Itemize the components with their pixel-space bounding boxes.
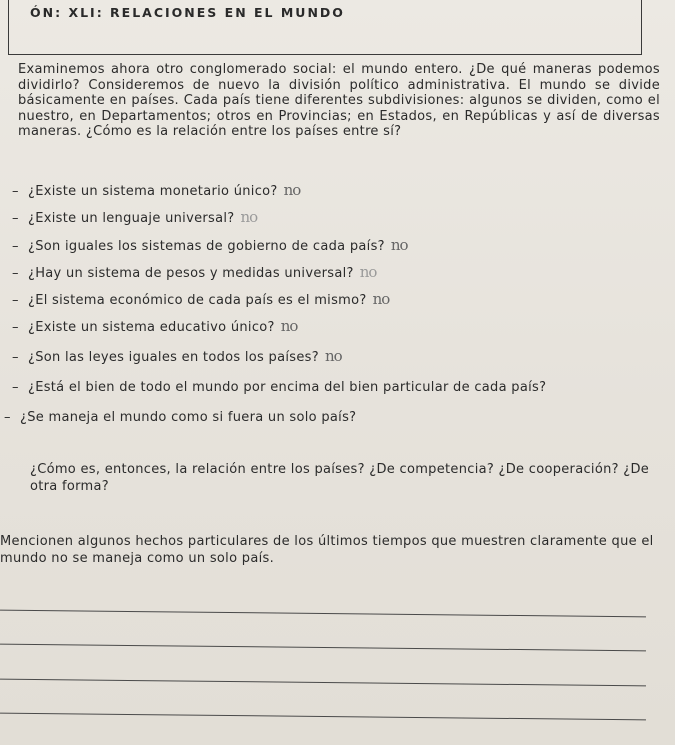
question-text: ¿Está el bien de todo el mundo por encima del bien particular de cada país? <box>28 380 547 395</box>
handwritten-answer: no <box>390 236 408 254</box>
handwritten-answer: no <box>283 181 301 199</box>
question-text: ¿Hay un sistema de pesos y medidas universal? <box>28 266 354 281</box>
question-5: – ¿El sistema económico de cada país es el mismo? no <box>12 290 390 308</box>
question-text: ¿Son las leyes iguales en todos los países? <box>28 350 319 365</box>
intro-paragraph: Examinemos ahora otro conglomerado social: el mundo entero. ¿De qué maneras podemos dividirlo? Consideremos de nuevo la división político administrativa. El mundo se divide básicamente en países. Cada país tiene diferentes subdivisiones: algunos se dividen, como el nuestro, en Departamentos; otros en Provincias; en Estados, en Repúblicas y así de diversas maneras. ¿Cómo es la relación entre los países entre sí? <box>18 62 660 140</box>
question-9: – ¿Se maneja el mundo como si fuera un solo país? <box>4 410 357 425</box>
answer-line-1[interactable] <box>0 610 646 618</box>
answer-line-4[interactable] <box>0 713 646 721</box>
section-title: ÓN: XLI: RELACIONES EN EL MUNDO <box>30 5 345 20</box>
question-2: – ¿Existe un lenguaje universal? no <box>12 208 258 226</box>
question-text: ¿Existe un lenguaje universal? <box>28 211 235 226</box>
question-6: – ¿Existe un sistema educativo único? no <box>12 317 298 335</box>
question-text: ¿El sistema económico de cada país es el mismo? <box>28 293 367 308</box>
instructions-paragraph: Mencionen algunos hechos particulares de los últimos tiempos que muestren claramente que el mundo no se maneja como un solo país. <box>0 534 654 566</box>
question-text: ¿Son iguales los sistemas de gobierno de cada país? <box>28 239 385 254</box>
question-3: – ¿Son iguales los sistemas de gobierno de cada país? no <box>12 236 408 254</box>
relation-question: ¿Cómo es, entonces, la relación entre los países? ¿De competencia? ¿De cooperación? ¿De otra forma? <box>30 462 650 494</box>
answer-line-3[interactable] <box>0 679 646 687</box>
handwritten-answer: no <box>359 263 377 281</box>
question-8: – ¿Está el bien de todo el mundo por encima del bien particular de cada país? <box>12 380 547 395</box>
question-7: – ¿Son las leyes iguales en todos los países? no <box>12 347 342 365</box>
handwritten-answer: no <box>372 290 390 308</box>
question-text: ¿Se maneja el mundo como si fuera un solo país? <box>20 410 357 425</box>
question-text: ¿Existe un sistema monetario único? <box>28 184 278 199</box>
handwritten-answer: no <box>240 208 258 226</box>
question-text: ¿Existe un sistema educativo único? <box>28 320 275 335</box>
question-4: – ¿Hay un sistema de pesos y medidas universal? no <box>12 263 377 281</box>
answer-line-2[interactable] <box>0 644 646 652</box>
handwritten-answer: no <box>324 347 342 365</box>
question-1: – ¿Existe un sistema monetario único? no <box>12 181 301 199</box>
handwritten-answer: no <box>280 317 298 335</box>
